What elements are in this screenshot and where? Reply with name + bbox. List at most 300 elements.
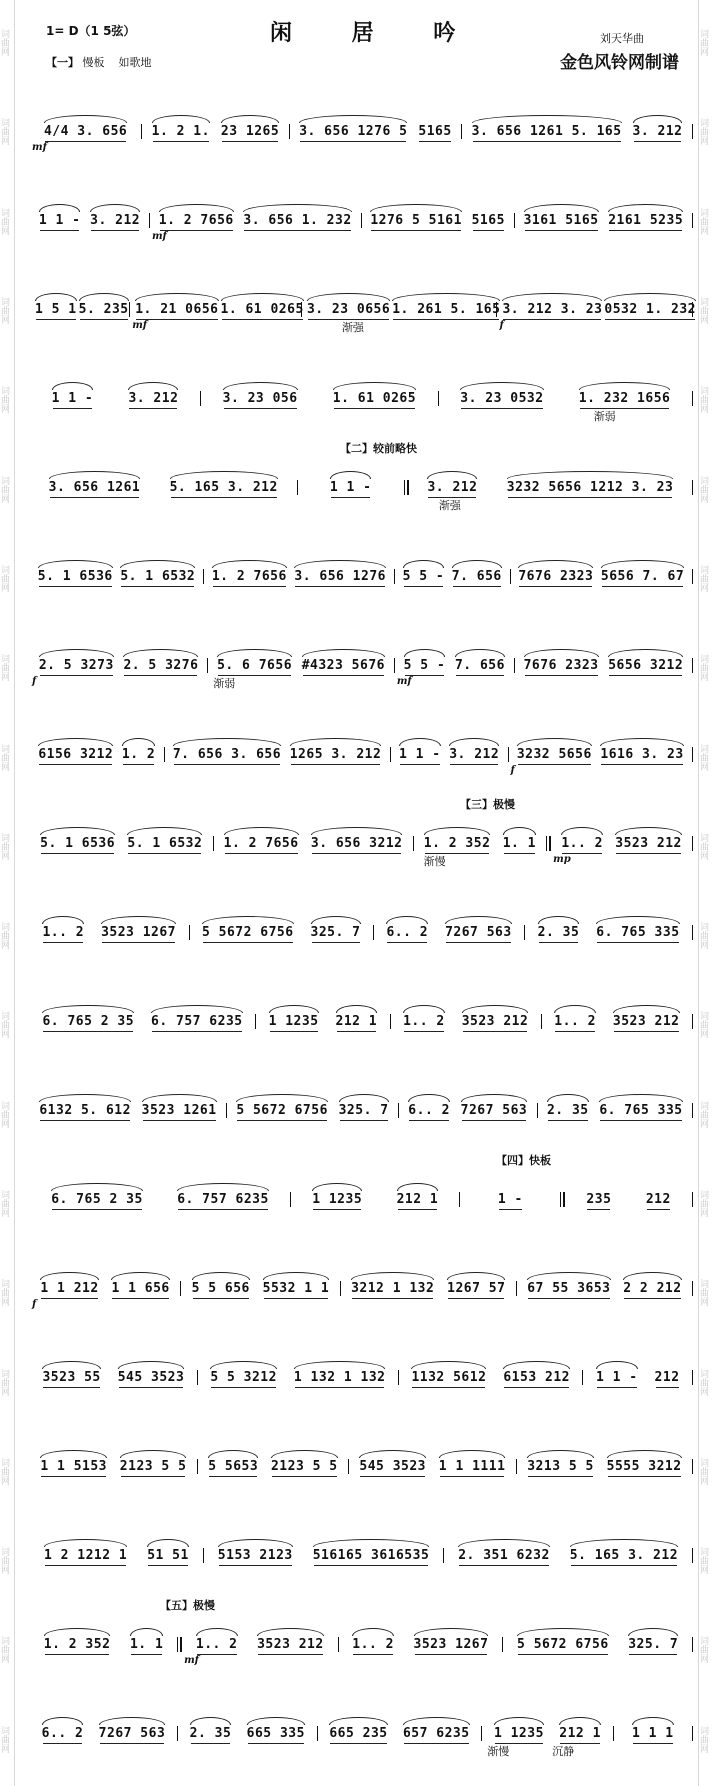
note-group: 1 1 - — [38, 213, 81, 228]
note-group: 5 5 3212 — [210, 1370, 277, 1385]
note-group: 6. 757 6235 — [151, 1014, 243, 1029]
dynamic-marking: mf — [184, 1655, 199, 1666]
note-group: 516165 3616535 — [312, 1548, 430, 1563]
line-spacer — [30, 1039, 693, 1063]
watermark-text: 词 曲 网 — [1, 208, 11, 237]
note-group: 657 6235 — [402, 1726, 470, 1741]
watermark-text: 词 曲 网 — [1, 30, 11, 59]
note-group: 1. 1 — [129, 1637, 164, 1652]
expression-text: 渐弱 — [213, 677, 236, 690]
measure — [30, 213, 149, 228]
note-group: 1.. 2 — [42, 925, 85, 940]
note-group: 2. 5 3273 — [38, 658, 114, 673]
measure — [203, 569, 394, 584]
note-group: 6132 5. 612 — [39, 1103, 131, 1118]
watermark-text: 词 曲 网 — [1, 1012, 11, 1041]
measure — [30, 1548, 203, 1563]
note-group: 6. 757 6235 — [177, 1192, 269, 1207]
note-group: 5. 1 6532 — [120, 569, 196, 584]
note-group: 2. 35 — [546, 1103, 589, 1118]
expression-text: 渐慢 — [423, 855, 446, 868]
measure — [550, 836, 693, 865]
section-heading: 【五】极慢 — [160, 1599, 215, 1612]
expression-text: 渐强 — [341, 321, 364, 334]
line-spacer — [30, 149, 693, 173]
measure — [164, 747, 390, 762]
watermark-text: 词 曲 网 — [700, 565, 710, 594]
note-group: 212 1 — [396, 1192, 439, 1207]
note-group: 3523 212 — [612, 1014, 680, 1029]
line-spacer — [30, 1306, 693, 1330]
note-group: 23 1265 — [220, 124, 280, 139]
watermark-text: 词 曲 网 — [1, 476, 11, 505]
measure — [541, 1014, 693, 1029]
section-number: 【一】 — [46, 56, 79, 69]
note-group: 212 — [645, 1192, 671, 1207]
note-group: 3232 5656 — [516, 747, 592, 762]
note-group: 7. 656 — [451, 569, 502, 584]
measure — [30, 658, 207, 687]
watermark-text: 词 曲 网 — [700, 476, 710, 505]
measure — [582, 1370, 693, 1385]
note-group: 665 335 — [246, 1726, 305, 1741]
note-group: 2123 5 5 — [119, 1459, 187, 1474]
line-spacer — [30, 238, 693, 262]
score-line — [30, 974, 693, 1039]
watermark-text: 词 曲 网 — [1, 119, 11, 148]
note-group: 7267 563 — [460, 1103, 528, 1118]
note-group: 5 5672 6756 — [236, 1103, 328, 1118]
note-group: 3. 656 1276 5 — [299, 124, 408, 139]
watermark-text: 词 曲 网 — [700, 1458, 710, 1487]
measure — [203, 1548, 443, 1563]
note-group: 1267 57 — [447, 1281, 506, 1296]
note-group: 1. 232 1656 — [578, 391, 671, 406]
note-group: 67 55 3653 — [527, 1281, 611, 1296]
line-spacer — [30, 683, 693, 707]
note-group: 212 1 — [559, 1726, 601, 1741]
note-group: 3523 55 — [42, 1370, 101, 1385]
watermark-text: 词 曲 网 — [1, 655, 11, 684]
dynamic-marking: f — [32, 1299, 37, 1310]
note-group: 2123 5 5 — [270, 1459, 338, 1474]
measure — [297, 480, 408, 495]
score-line — [30, 1419, 693, 1484]
measure — [149, 213, 361, 242]
measure — [30, 747, 164, 762]
note-group: 1265 3. 212 — [289, 747, 382, 762]
measure — [398, 1370, 583, 1385]
watermark-text: 词 曲 网 — [700, 1012, 710, 1041]
measure — [30, 925, 189, 940]
measure — [129, 302, 304, 331]
measure — [408, 480, 693, 512]
note-group: 5656 7. 67 — [600, 569, 685, 584]
measure — [30, 124, 141, 153]
dynamic-marking: f — [32, 676, 37, 687]
note-group: 545 3523 — [359, 1459, 427, 1474]
note-group: 6153 212 — [503, 1370, 570, 1385]
measure — [30, 1459, 197, 1474]
note-group: 1 5 1 — [35, 302, 77, 317]
note-group: 1.. 2 — [195, 1637, 238, 1652]
note-group: 1132 5612 — [411, 1370, 487, 1385]
measure — [30, 1370, 197, 1385]
score-line — [30, 529, 693, 594]
measure — [181, 1637, 337, 1666]
measure — [361, 213, 514, 228]
note-group: 1. 2 352 — [423, 836, 491, 851]
score-header — [0, 0, 713, 80]
note-group: 5165 — [471, 213, 505, 228]
measure — [189, 925, 373, 940]
expression-text: 渐慢 — [487, 1745, 510, 1758]
note-group: 2 2 212 — [623, 1281, 682, 1296]
watermark-text: 词 曲 网 — [700, 30, 710, 59]
note-group: 5. 235 — [78, 302, 129, 317]
note-group: 5656 3212 — [608, 658, 684, 673]
note-group: 1. 1 — [502, 836, 537, 851]
watermark-text: 词 曲 网 — [1, 298, 11, 327]
note-group: 5. 1 6536 — [37, 569, 113, 584]
note-group: 3523 212 — [257, 1637, 324, 1652]
measure — [289, 124, 461, 139]
measure — [197, 1370, 398, 1385]
watermark-text: 词 曲 网 — [1, 1191, 11, 1219]
note-group: 1 1 - — [398, 747, 441, 762]
note-group: 3. 23 056 — [222, 391, 298, 406]
note-group: 1 1235 — [268, 1014, 319, 1029]
note-group: 1. 2 7656 — [158, 213, 234, 228]
score-line — [30, 1241, 693, 1310]
measure — [514, 658, 693, 673]
line-spacer — [30, 1128, 693, 1152]
note-group: 3. 212 — [90, 213, 141, 228]
watermark-text: 词 曲 网 — [700, 1548, 710, 1577]
note-group: #4323 5676 — [301, 658, 385, 673]
composer-credit: 刘天华曲 — [600, 32, 644, 45]
measure — [30, 480, 297, 495]
note-group: 5 5672 6756 — [517, 1637, 609, 1652]
watermark-text: 词 曲 网 — [1, 833, 11, 862]
watermark-text: 词 曲 网 — [700, 1726, 710, 1755]
note-group: 1 1 - — [51, 391, 94, 406]
note-group: 1 1 1 — [631, 1726, 674, 1741]
watermark-text: 词 曲 网 — [1, 1101, 11, 1130]
note-group: 1. 61 0265 — [220, 302, 304, 317]
dynamic-marking: mp — [553, 854, 571, 865]
measure — [524, 925, 693, 940]
measure — [510, 569, 693, 584]
watermark-text: 词 曲 网 — [700, 119, 710, 148]
note-group: 665 235 — [329, 1726, 388, 1741]
measure — [177, 1726, 317, 1741]
note-group: 1.. 2 — [403, 1014, 445, 1029]
watermark-text: 词 曲 网 — [1, 1369, 11, 1398]
note-group: 5. 165 3. 212 — [169, 480, 278, 495]
expression-text: 沉静 — [552, 1745, 575, 1758]
measure — [30, 391, 200, 406]
note-group: 5 5 - — [403, 658, 446, 673]
measure — [496, 302, 696, 331]
note-group: 3. 212 — [449, 747, 500, 762]
measure — [461, 124, 693, 139]
expression-text: 渐强 — [438, 499, 461, 512]
line-spacer — [30, 1484, 693, 1508]
measure — [348, 1459, 516, 1474]
note-group: 7676 2323 — [518, 569, 594, 584]
note-group: 3. 23 0656 — [306, 302, 391, 317]
note-group: 1. 21 0656 — [135, 302, 219, 317]
dynamic-marking: mf — [132, 320, 148, 331]
note-group: 235 — [586, 1192, 612, 1207]
measure — [197, 1459, 348, 1474]
note-group: 4/4 3. 656 — [43, 124, 128, 139]
score-line — [30, 796, 693, 868]
measure — [255, 1014, 390, 1029]
note-group: 5 5 656 — [191, 1281, 250, 1296]
note-group: 3213 5 5 — [527, 1459, 594, 1474]
measure — [338, 1637, 503, 1652]
note-group: 0532 1. 232 — [604, 302, 696, 317]
measure — [516, 1459, 693, 1474]
note-group: 5 5 - — [402, 569, 445, 584]
note-group: 325. 7 — [628, 1637, 679, 1652]
measure — [398, 1103, 537, 1118]
note-group: 1 - — [497, 1192, 523, 1207]
transcriber-credit: 金色风铃网制谱 — [560, 53, 679, 73]
expression-marking: 如歌地 — [118, 56, 152, 69]
note-group: 6.. 2 — [41, 1726, 84, 1741]
left-border-line — [14, 0, 15, 1786]
score-line — [30, 1686, 693, 1758]
note-group: 3. 212 — [427, 480, 478, 495]
measure — [30, 1281, 180, 1310]
score-line — [30, 173, 693, 242]
left-watermark-strip — [1, 0, 13, 1786]
measure — [443, 1548, 693, 1563]
watermark-text: 词 曲 网 — [1, 565, 11, 594]
note-group: 6.. 2 — [408, 1103, 450, 1118]
score-line — [30, 351, 693, 423]
score-line — [30, 1508, 693, 1573]
line-spacer — [30, 594, 693, 618]
measure — [390, 747, 508, 762]
measure — [200, 391, 438, 406]
measure — [481, 1726, 612, 1758]
note-group: 2161 5235 — [608, 213, 684, 228]
note-group: 1 1 1111 — [438, 1459, 506, 1474]
score-line — [30, 618, 693, 690]
watermark-text: 词 曲 网 — [700, 298, 710, 327]
line-spacer — [30, 772, 693, 796]
note-group: 3. 656 1276 — [294, 569, 386, 584]
note-group: 5. 165 3. 212 — [569, 1548, 679, 1563]
note-group: 1 1 212 — [40, 1281, 99, 1296]
right-watermark-strip — [700, 0, 712, 1786]
line-spacer — [30, 861, 693, 885]
line-spacer — [30, 1573, 693, 1597]
note-group: 545 3523 — [117, 1370, 185, 1385]
note-group: 3. 212 — [632, 124, 683, 139]
note-group: 1 132 1 132 — [293, 1370, 386, 1385]
note-group: 3523 1267 — [413, 1637, 489, 1652]
measure — [502, 1637, 693, 1652]
note-group: 5 5672 6756 — [201, 925, 294, 940]
section-heading: 【三】极慢 — [460, 798, 515, 811]
note-group: 3. 656 3212 — [310, 836, 403, 851]
note-group: 1 1 5153 — [40, 1459, 108, 1474]
watermark-text: 词 曲 网 — [700, 744, 710, 773]
note-group: 5555 3212 — [606, 1459, 682, 1474]
measure — [516, 1281, 693, 1296]
measure — [141, 124, 289, 139]
measure — [537, 1103, 693, 1118]
measure — [373, 925, 524, 940]
note-group: 6156 3212 — [38, 747, 114, 762]
watermark-text: 词 曲 网 — [700, 655, 710, 684]
jianpu-score — [30, 84, 696, 1758]
dynamic-marking: f — [510, 765, 515, 776]
note-group: 7267 563 — [98, 1726, 166, 1741]
note-group: 5. 1 6532 — [127, 836, 203, 851]
measure — [30, 1726, 177, 1741]
watermark-text: 词 曲 网 — [1, 1458, 11, 1487]
section-heading: 【四】快板 — [496, 1154, 551, 1167]
measure — [30, 1637, 181, 1652]
note-group: 212 1 — [335, 1014, 378, 1029]
score-line — [30, 707, 693, 776]
note-group: 1.. 2 — [561, 836, 603, 851]
score-line — [30, 1330, 693, 1395]
note-group: 3. 656 1261 — [48, 480, 141, 495]
note-group: 3. 23 0532 — [460, 391, 544, 406]
measure — [301, 302, 501, 334]
measure — [394, 658, 514, 687]
measure — [564, 1192, 693, 1207]
note-group: 1. 2 7656 — [223, 836, 299, 851]
line-spacer — [30, 950, 693, 974]
measure — [459, 1192, 564, 1207]
note-group: 3523 1261 — [141, 1103, 217, 1118]
key-signature: 1= D（1 5弦） — [46, 24, 136, 38]
note-group: 2. 351 6232 — [458, 1548, 550, 1563]
right-border-line — [698, 0, 699, 1786]
section-heading: 【二】较前略快 — [340, 442, 417, 455]
note-group: 6.. 2 — [386, 925, 429, 940]
watermark-text: 词 曲 网 — [700, 1101, 710, 1130]
watermark-text: 词 曲 网 — [700, 1369, 710, 1398]
note-group: 7. 656 3. 656 — [172, 747, 282, 762]
dynamic-marking: mf — [32, 142, 47, 153]
note-group: 1. 61 0265 — [332, 391, 417, 406]
note-group: 2. 35 — [189, 1726, 232, 1741]
measure — [394, 569, 510, 584]
watermark-text: 词 曲 网 — [1, 923, 11, 952]
note-group: 325. 7 — [310, 925, 361, 940]
note-group: 5. 6 7656 — [217, 658, 293, 673]
watermark-text: 词 曲 网 — [700, 1280, 710, 1309]
note-group: 325. 7 — [338, 1103, 389, 1118]
dynamic-marking: mf — [396, 676, 412, 687]
note-group: 3. 656 1. 232 — [243, 213, 352, 228]
note-group: 2. 5 3276 — [123, 658, 199, 673]
note-group: 3. 656 1261 5. 165 — [471, 124, 622, 139]
note-group: 2. 35 — [537, 925, 580, 940]
measure — [514, 213, 693, 228]
note-group: 3. 212 3. 23 — [502, 302, 603, 317]
score-line — [30, 84, 693, 153]
note-group: 1. 2 352 — [43, 1637, 111, 1652]
note-group: 1616 3. 23 — [600, 747, 684, 762]
measure — [30, 302, 129, 317]
note-group: 3. 212 — [128, 391, 179, 406]
watermark-text: 词 曲 网 — [1, 1280, 11, 1309]
note-group: 51 51 — [147, 1548, 189, 1563]
note-group: 1. 2 1. — [151, 124, 210, 139]
watermark-text: 词 曲 网 — [1, 1548, 11, 1577]
line-spacer — [30, 505, 693, 529]
note-group: 1.. 2 — [554, 1014, 596, 1029]
note-group: 6. 765 335 — [599, 1103, 683, 1118]
score-line — [30, 440, 693, 512]
line-spacer — [30, 1662, 693, 1686]
measure — [226, 1103, 398, 1118]
measure — [30, 569, 203, 584]
measure — [413, 836, 551, 868]
measure — [340, 1281, 516, 1296]
line-spacer — [30, 1217, 693, 1241]
note-group: 1 1235 — [493, 1726, 544, 1741]
note-group: 3523 212 — [461, 1014, 529, 1029]
note-group: 5165 — [418, 124, 452, 139]
note-group: 1.. 2 — [352, 1637, 394, 1652]
measure — [390, 1014, 541, 1029]
note-group: 7676 2323 — [523, 658, 599, 673]
piece-title: 闲 居 吟 — [270, 21, 482, 46]
score-line — [30, 1063, 693, 1128]
note-group: 3232 5656 1212 3. 23 — [506, 480, 674, 495]
note-group: 6. 765 2 35 — [42, 1014, 135, 1029]
watermark-text: 词 曲 网 — [1, 1637, 11, 1666]
watermark-text: 词 曲 网 — [700, 208, 710, 237]
score-line — [30, 885, 693, 950]
watermark-text: 词 曲 网 — [700, 923, 710, 952]
note-group: 1276 5 5161 — [370, 213, 462, 228]
measure — [30, 1103, 226, 1118]
measure — [213, 836, 413, 851]
note-group: 1 1 656 — [111, 1281, 170, 1296]
score-line — [30, 262, 696, 334]
measure — [317, 1726, 482, 1741]
note-group: 1. 2 7656 — [211, 569, 287, 584]
watermark-text: 词 曲 网 — [1, 744, 11, 773]
watermark-text: 词 曲 网 — [700, 1191, 710, 1219]
score-line — [30, 1597, 693, 1666]
dynamic-marking: mf — [151, 231, 167, 242]
note-group: 3523 1267 — [101, 925, 177, 940]
note-group: 3212 1 132 — [351, 1281, 435, 1296]
measure — [30, 1192, 290, 1207]
note-group: 3523 212 — [615, 836, 682, 851]
measure — [207, 658, 394, 690]
measure — [180, 1281, 340, 1296]
measure — [30, 1014, 255, 1029]
watermark-text: 词 曲 网 — [700, 387, 710, 416]
measure — [508, 747, 694, 776]
note-group: 1. 2 — [121, 747, 156, 762]
note-group: 5. 1 6536 — [40, 836, 116, 851]
